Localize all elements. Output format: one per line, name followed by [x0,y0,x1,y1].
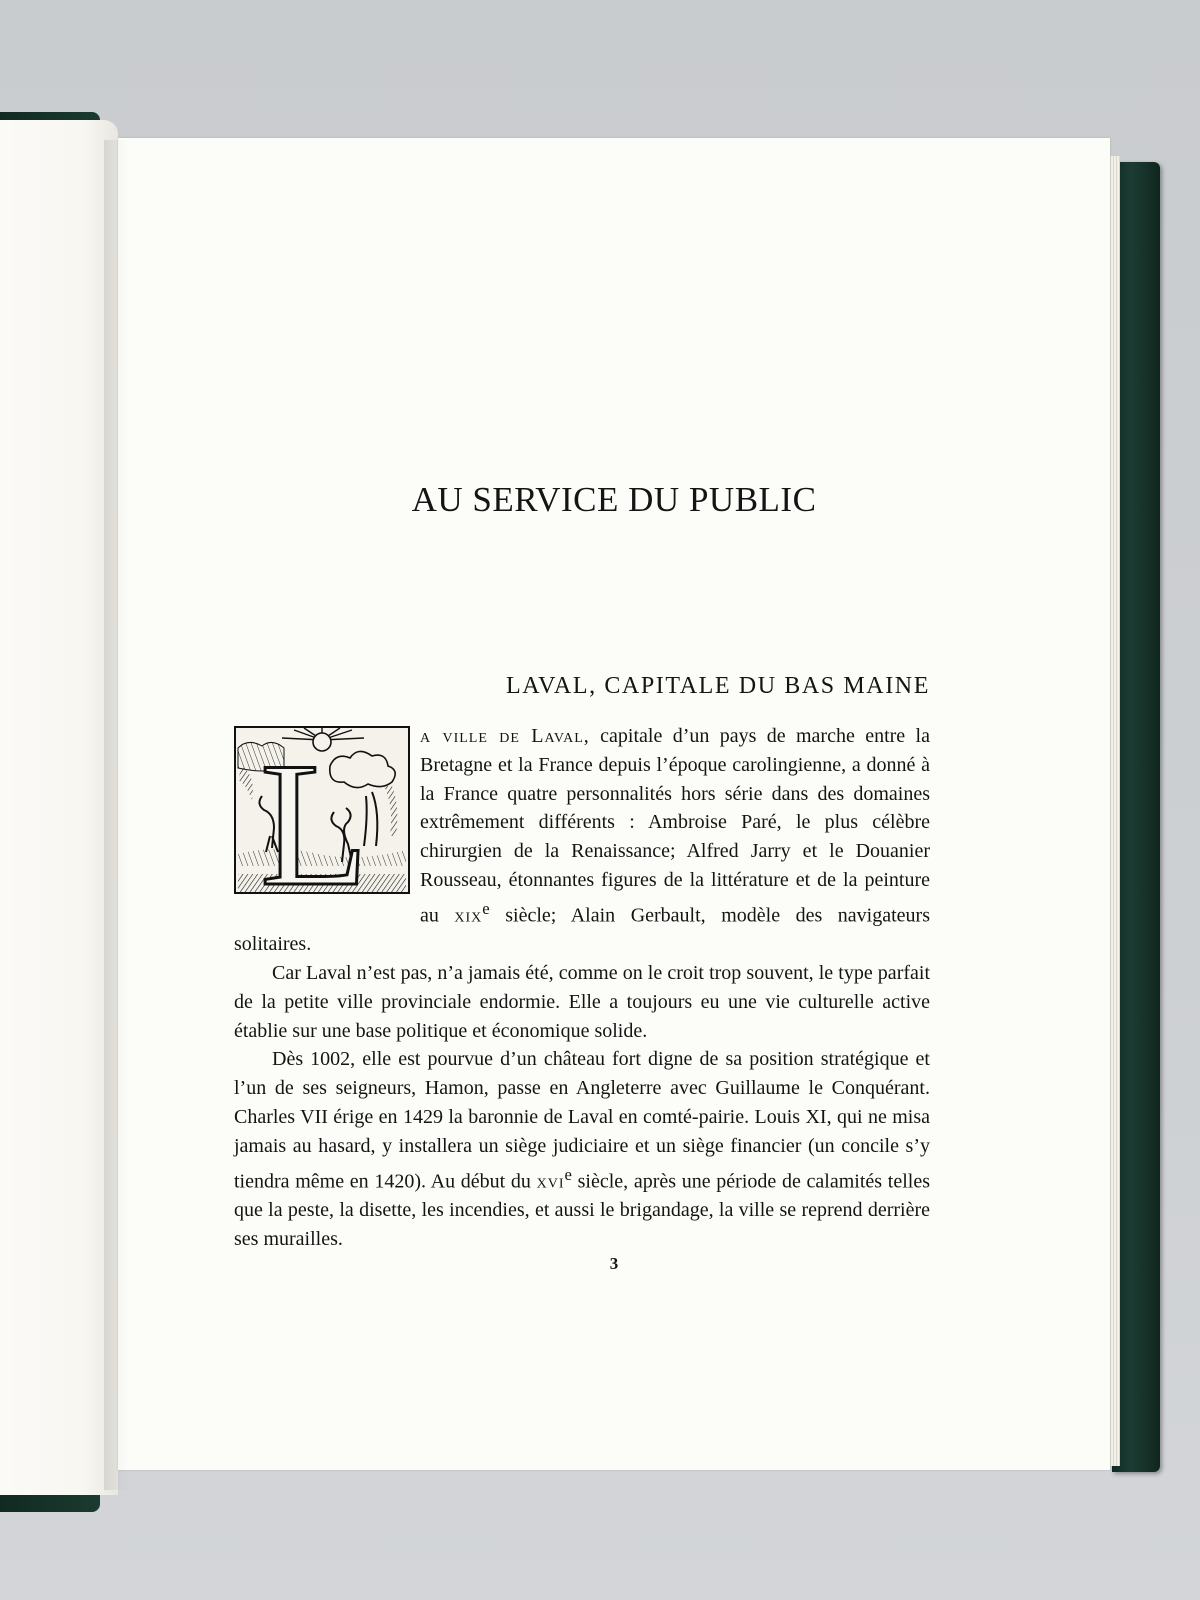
svg-text:L: L [260,726,369,894]
drop-cap-illustration [234,726,410,894]
century-xix: xix [454,904,483,927]
paragraph-1-end: siècle; Alain Gerbault, modèle des navigateurs solitaires. [234,904,930,956]
paragraph-2: Car Laval n’est pas, n’a jamais été, comme on le croit trop souvent, le type parfait de la petite ville provinciale endormie. Elle a toujours eu une vie culturelle active établie sur une base politique et économique solide. [234,962,930,1042]
right-page [118,138,1110,1470]
left-page [0,120,118,1495]
chapter-title: AU SERVICE DU PUBLIC [411,480,817,519]
page-number: 3 [609,1254,619,1273]
body-text [234,722,930,1254]
paragraph-3-start: Dès 1002, elle est pourvue d’un château fort digne de sa position stratégique et l’un de ses seigneurs, Hamon, passe en Angleterre avec Guillaume le Conquérant. Charles VII érige en 1429 la baronnie de Laval en comté-pairie. Louis XI, qui ne misa jamais au hasard, y installera un siège judiciaire et un siège financier (un concile s’y tiendra même en 1420). Au début du [234,1048,930,1193]
page-gutter-shadow [104,140,130,1490]
paragraph-1-rest: capitale d’un pays de marche entre la Bretagne et la France depuis l’époque carolingienne, a donné à la France quatre personnalités hors série dans des domaines extrêmement différents : Ambroise Paré, le plus célèbre chirurgien de la Renaissance; Alfred Jarry et le Douanier Rousseau, étonnantes figures de la littérature et de la peinture au [420,725,930,927]
woodcut-l-icon [234,726,410,894]
paragraph-3-end: siècle, après une période de calamités telles que la peste, la disette, les incendies, et aussi le brigandage, la ville se reprend derrière ses murailles. [234,1170,930,1250]
century-xvi: xvi [536,1170,565,1193]
paragraph-3 [234,1045,930,1253]
century-xvi-sup: e [564,1164,572,1184]
page-content [118,138,1110,1470]
section-title: LAVAL, CAPITALE DU BAS MAINE [505,673,930,699]
century-xix-sup: e [482,898,490,918]
paragraph-1-lead: a ville de Laval, [420,725,590,747]
